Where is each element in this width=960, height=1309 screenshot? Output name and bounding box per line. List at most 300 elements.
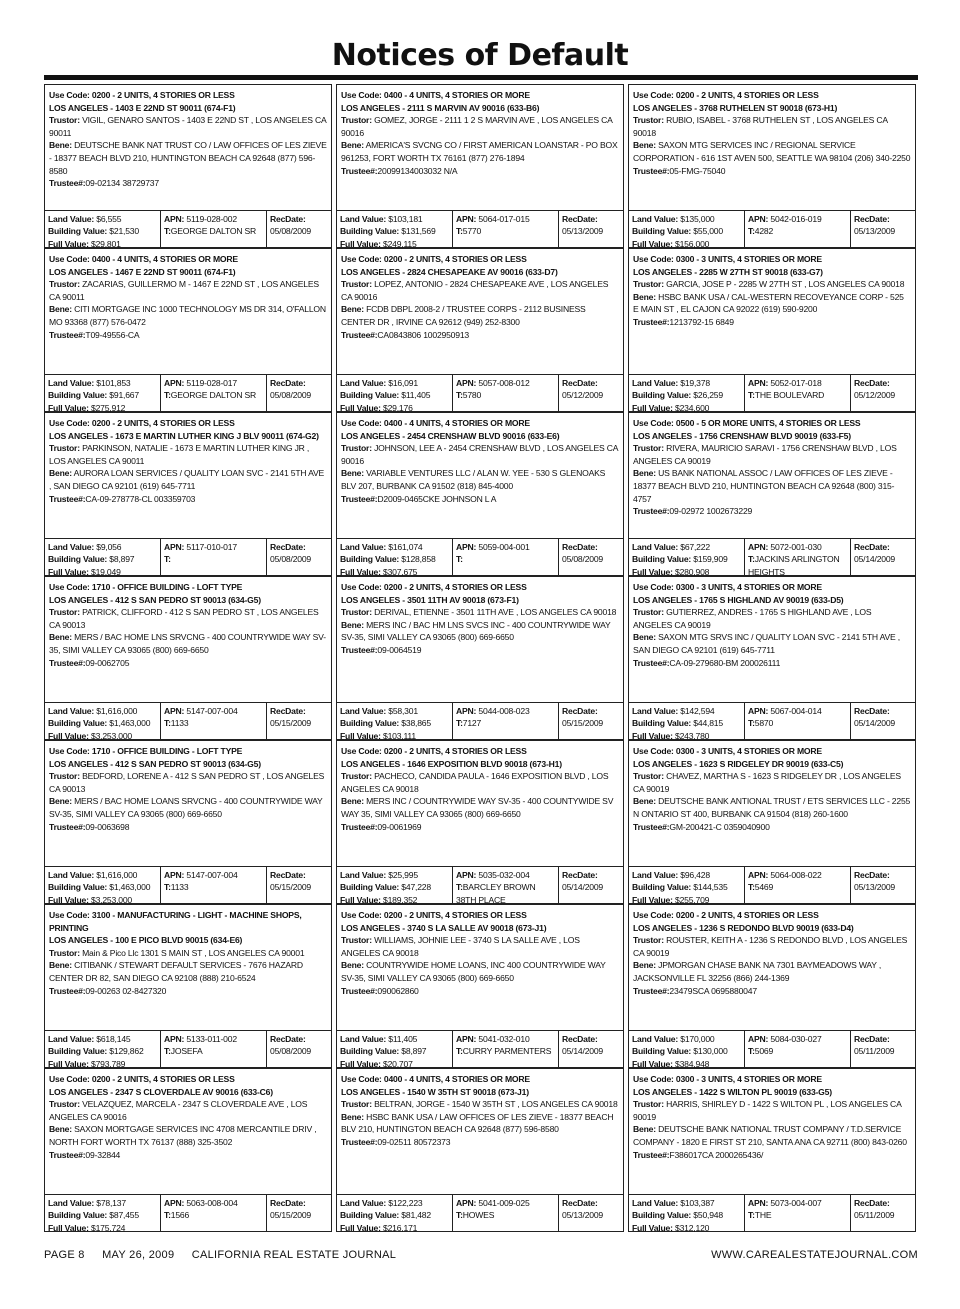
apn-label: APN: <box>456 706 477 716</box>
full-label: Full Value: <box>340 1058 381 1068</box>
trustee-value: CA-09-279680-BM 200026111 <box>669 657 781 668</box>
notice-description <box>337 249 623 374</box>
recdate-value: 05/15/2009 <box>270 882 312 893</box>
apn-label: APN: <box>748 214 769 224</box>
notice-description <box>45 905 331 1030</box>
land-value: $25,995 <box>388 870 418 880</box>
trustee-label: Trustee#: <box>633 821 670 832</box>
use-code: Use Code: 0200 - 2 UNITS, 4 STORIES OR LESS <box>341 582 527 592</box>
notice-entry <box>628 576 916 740</box>
full-label: Full Value: <box>632 894 673 904</box>
t-label: T: <box>164 1210 171 1221</box>
t-label: T: <box>164 390 171 401</box>
apn-value: 5042-016-019 <box>770 214 822 224</box>
apn-value: 5147-007-004 <box>186 870 238 880</box>
trustor-value: ZACARIAS, GUILLERMO M - 1467 E 22ND ST , LOS ANGELES CA 90011 <box>49 279 319 302</box>
value-cell <box>45 211 161 248</box>
bene-label: Bene: <box>633 140 656 151</box>
building-label: Building Value: <box>340 390 400 401</box>
trustee-label: Trustee#: <box>633 316 670 327</box>
property-address: LOS ANGELES - 1765 S HIGHLAND AV 90019 (633-D5) <box>633 594 844 605</box>
trustee-label: Trustee#: <box>633 657 670 668</box>
full-value: $156,000 <box>674 238 710 248</box>
land-label: Land Value: <box>340 706 387 716</box>
building-value: $11,405 <box>401 390 431 401</box>
apn-label: APN: <box>164 1198 185 1208</box>
apn-cell <box>161 375 267 412</box>
trustor-label: Trustor: <box>49 947 80 958</box>
recdate-label: RecDate: <box>270 1198 306 1208</box>
bene-value: HSBC BANK USA / CAL-WESTERN RECOVEYANCE CORP - 525 E MAIN ST , EL CAJON CA 92022 (619) 590-9200 <box>633 291 904 315</box>
building-label: Building Value: <box>48 226 108 237</box>
land-label: Land Value: <box>340 1034 387 1044</box>
t-label: T: <box>748 554 755 565</box>
t-value: HOWES <box>462 1210 495 1221</box>
notice-description <box>629 413 915 538</box>
recdate-cell <box>267 703 331 740</box>
trustee-label: Trustee#: <box>633 506 670 517</box>
use-code: Use Code: 0300 - 3 UNITS, 4 STORIES OR MORE <box>633 582 822 592</box>
value-cell <box>45 375 161 412</box>
bene-label: Bene: <box>49 468 72 479</box>
notice-entry <box>44 84 332 248</box>
building-value: $26,259 <box>693 390 723 401</box>
building-value: $1,463,000 <box>109 718 151 729</box>
building-value: $131,569 <box>401 226 436 237</box>
apn-cell <box>453 867 559 904</box>
value-cell <box>45 867 161 904</box>
notice-values <box>45 702 331 739</box>
full-label: Full Value: <box>48 1222 89 1232</box>
apn-value: 5147-007-004 <box>186 706 238 716</box>
use-code: Use Code: 0200 - 2 UNITS, 4 STORIES OR LESS <box>49 418 235 428</box>
building-value: $144,535 <box>693 882 728 893</box>
trustor-value: ROUSTER, KEITH A - 1236 S REDONDO BLVD , LOS ANGELES CA 90019 <box>633 935 908 958</box>
apn-value: 5064-017-015 <box>478 214 530 224</box>
apn-label: APN: <box>164 870 185 880</box>
notice-entry <box>628 904 916 1068</box>
recdate-cell <box>267 867 331 904</box>
land-value: $11,405 <box>388 1034 418 1044</box>
full-value: $175,724 <box>90 1222 126 1232</box>
bene-label: Bene: <box>49 304 72 315</box>
notice-description <box>337 1069 623 1194</box>
recdate-value: 05/14/2009 <box>562 1046 604 1057</box>
building-label: Building Value: <box>340 718 400 729</box>
land-label: Land Value: <box>48 542 95 552</box>
notice-description <box>45 85 331 210</box>
t-label: T: <box>456 718 463 729</box>
recdate-label: RecDate: <box>562 542 598 552</box>
apn-label: APN: <box>164 542 185 552</box>
property-address: LOS ANGELES - 1403 E 22ND ST 90011 (674-F1) <box>49 102 236 113</box>
notice-description <box>629 905 915 1030</box>
bene-label: Bene: <box>49 796 72 807</box>
value-cell <box>629 1195 745 1232</box>
land-label: Land Value: <box>340 870 387 880</box>
trustor-label: Trustor: <box>49 1099 80 1110</box>
full-label: Full Value: <box>340 566 381 576</box>
recdate-label: RecDate: <box>854 706 890 716</box>
apn-cell <box>161 703 267 740</box>
full-value: $216,171 <box>382 1222 418 1232</box>
recdate-value: 05/08/2009 <box>562 554 604 565</box>
bene-value: SAXON MTG SERVICES INC / REGIONAL SERVICE CORPORATION - 616 1ST AVEN 500, SEATTLE WA 98104 (206) 340-2250 <box>633 140 911 163</box>
value-cell <box>629 867 745 904</box>
land-label: Land Value: <box>632 1198 679 1208</box>
value-cell <box>337 375 453 412</box>
building-value: $128,858 <box>401 554 436 565</box>
footer-publication: CALIFORNIA REAL ESTATE JOURNAL <box>191 1249 397 1261</box>
full-label: Full Value: <box>340 402 381 412</box>
apn-cell <box>161 1031 267 1068</box>
value-cell <box>45 1195 161 1232</box>
notice-values <box>629 1030 915 1067</box>
apn-label: APN: <box>748 1198 769 1208</box>
apn-cell <box>745 375 851 412</box>
trustor-label: Trustor: <box>49 443 80 454</box>
full-label: Full Value: <box>48 402 89 412</box>
t-value: 1133 <box>170 718 189 729</box>
full-value: $19,049 <box>90 566 121 576</box>
recdate-cell <box>851 211 915 248</box>
apn-label: APN: <box>748 542 769 552</box>
notice-description <box>337 413 623 538</box>
trustor-value: CHAVEZ, MARTHA S - 1623 S RIDGELEY DR , LOS ANGELES CA 90019 <box>633 771 901 794</box>
use-code: Use Code: 0300 - 3 UNITS, 4 STORIES OR MORE <box>633 1074 822 1084</box>
use-code: Use Code: 3100 - MANUFACTURING - LIGHT - MACHINE SHOPS, PRINTING <box>49 910 302 933</box>
trustee-value: D2009-0465CKE JOHNSON L A <box>377 493 497 504</box>
full-value: $3,253,000 <box>90 894 132 904</box>
trustor-label: Trustor: <box>633 1099 664 1110</box>
apn-value: 5057-008-012 <box>478 378 530 388</box>
apn-value: 5119-028-002 <box>186 214 237 224</box>
recdate-label: RecDate: <box>562 214 598 224</box>
trustor-label: Trustor: <box>633 935 664 946</box>
footer-website[interactable]: WWW.CAREALESTATEJOURNAL.COM <box>711 1249 918 1261</box>
property-address: LOS ANGELES - 412 S SAN PEDRO ST 90013 (634-G5) <box>49 758 261 769</box>
trustor-label: Trustor: <box>633 443 664 454</box>
bene-value: COUNTRYWIDE HOME LOANS, INC 400 COUNTRYWIDE WAY SV-35, SIMI VALLEY CA 93065 (800) 669-6650 <box>341 960 606 983</box>
trustor-label: Trustor: <box>633 607 664 618</box>
t-value: BARCLEY BROWN 38TH PLACE <box>456 882 536 904</box>
trustee-value: CA0843806 1002950913 <box>377 329 469 340</box>
t-value: 7127 <box>462 718 482 729</box>
apn-value: 5119-028-017 <box>186 378 237 388</box>
apn-label: APN: <box>456 870 477 880</box>
notice-values <box>337 374 623 411</box>
recdate-value: 05/14/2009 <box>854 718 896 729</box>
full-label: Full Value: <box>632 238 673 248</box>
trustor-value: HARRIS, SHIRLEY D - 1422 S WILTON PL , LOS ANGELES CA 90019 <box>633 1099 902 1122</box>
notice-entry <box>336 576 624 740</box>
building-value: $87,455 <box>109 1210 139 1221</box>
full-value: $255,709 <box>674 894 710 904</box>
apn-value: 5072-001-030 <box>770 542 822 552</box>
trustee-value: 09-00263 02-8427320 <box>85 985 167 996</box>
full-label: Full Value: <box>48 566 89 576</box>
full-label: Full Value: <box>632 1222 673 1232</box>
full-label: Full Value: <box>340 1222 381 1232</box>
trustee-value: 09-0064519 <box>377 644 422 655</box>
property-address: LOS ANGELES - 1623 S RIDGELEY DR 90019 (633-C5) <box>633 758 844 769</box>
recdate-cell <box>267 1195 331 1232</box>
t-label: T: <box>456 1210 463 1221</box>
bene-label: Bene: <box>49 140 72 151</box>
value-cell <box>337 703 453 740</box>
trustee-value: 05-FMG-75040 <box>669 165 726 176</box>
trustee-label: Trustee#: <box>49 329 86 340</box>
full-value: $307,675 <box>382 566 418 576</box>
apn-label: APN: <box>748 1034 769 1044</box>
land-value: $96,428 <box>680 870 710 880</box>
apn-cell <box>745 539 851 576</box>
t-value: 5870 <box>754 718 774 729</box>
trustor-value: GOMEZ, JORGE - 2111 1 2 S MARVIN AVE , LOS ANGELES CA 90016 <box>341 115 613 138</box>
notice-values <box>45 538 331 575</box>
recdate-value: 05/11/2009 <box>854 1046 895 1057</box>
trustee-value: 1213792-15 6849 <box>669 316 734 327</box>
property-address: LOS ANGELES - 1467 E 22ND ST 90011 (674-F1) <box>49 266 236 277</box>
t-value: 5770 <box>462 226 482 237</box>
bene-value: HSBC BANK USA / LAW OFFICES OF LES ZIEVE - 18377 BEACH BLV 210, HUNTINGTON BEACH CA 92648 (877) 596-8580 <box>341 1111 614 1135</box>
value-cell <box>629 375 745 412</box>
notice-values <box>337 1194 623 1231</box>
land-value: $122,223 <box>388 1198 423 1208</box>
t-value: JOSEFA <box>170 1046 203 1057</box>
apn-cell <box>745 703 851 740</box>
trustee-label: Trustee#: <box>341 329 378 340</box>
building-label: Building Value: <box>632 882 692 893</box>
apn-cell <box>745 211 851 248</box>
building-value: $21,530 <box>109 226 139 237</box>
trustee-label: Trustee#: <box>49 821 86 832</box>
t-label: T: <box>456 390 463 401</box>
building-label: Building Value: <box>340 1210 400 1221</box>
trustee-value: 20099134003032 N/A <box>377 165 458 176</box>
trustee-label: Trustee#: <box>633 1149 670 1160</box>
bene-value: FCDB DBPL 2008-2 / TRUSTEE CORPS - 2112 BUSINESS CENTER DR , IRVINE CA 92612 (949) 252-8300 <box>341 304 586 327</box>
bene-label: Bene: <box>49 1124 72 1135</box>
t-label: T: <box>456 554 463 565</box>
land-value: $161,074 <box>388 542 423 552</box>
bene-value: JPMORGAN CHASE BANK NA 7301 BAYMEADOWS WAY , JACKSONVILLE FL 32256 (866) 244-1369 <box>633 960 882 983</box>
notice-entry <box>336 412 624 576</box>
recdate-label: RecDate: <box>270 542 306 552</box>
t-value: GEORGE DALTON SR <box>170 226 257 237</box>
land-label: Land Value: <box>632 706 679 716</box>
property-address: LOS ANGELES - 3768 RUTHELEN ST 90018 (673-H1) <box>633 102 838 113</box>
apn-label: APN: <box>748 378 769 388</box>
trustor-value: VELAZQUEZ, MARCELA - 2347 S CLOVERDALE AVE , LOS ANGELES CA 90016 <box>49 1099 308 1122</box>
apn-value: 5133-011-002 <box>186 1034 237 1044</box>
apn-label: APN: <box>456 542 477 552</box>
trustee-label: Trustee#: <box>49 657 86 668</box>
recdate-value: 05/08/2009 <box>270 1046 312 1057</box>
trustee-value: 09-32844 <box>85 1149 121 1160</box>
notice-values <box>337 1030 623 1067</box>
bene-value: MERS / BAC HOME LOANS SRVCNG - 400 COUNTRYWIDE WAY SV-35, SIMI VALLEY CA 93065 (800) 669-6650 <box>49 796 323 819</box>
notice-entry <box>44 740 332 904</box>
bene-label: Bene: <box>341 960 364 971</box>
land-label: Land Value: <box>632 214 679 224</box>
trustor-value: WILLIAMS, JOHNIE LEE - 3740 S LA SALLE AVE , LOS ANGELES CA 90018 <box>341 935 580 958</box>
land-value: $103,387 <box>680 1198 715 1208</box>
use-code: Use Code: 0400 - 4 UNITS, 4 STORIES OR MORE <box>49 254 238 264</box>
property-address: LOS ANGELES - 412 S SAN PEDRO ST 90013 (634-G5) <box>49 594 261 605</box>
bene-value: AMERICA'S SVCNG CO / FIRST AMERICAN LOANSTAR - PO BOX 961253, FORT WORTH TX 76161 (877) 276-1894 <box>341 140 618 163</box>
bene-value: VARIABLE VENTURES LLC / ALAN W. YEE - 530 S GLENOAKS BLV 207, BURBANK CA 91502 (818) 845-4000 <box>341 468 606 491</box>
notice-entry <box>336 1068 624 1232</box>
recdate-cell <box>559 1031 623 1068</box>
property-address: LOS ANGELES - 2824 CHESAPEAKE AV 90016 (633-D7) <box>341 266 558 277</box>
recdate-cell <box>267 1031 331 1068</box>
building-value: $81,482 <box>401 1210 431 1221</box>
full-label: Full Value: <box>340 238 381 248</box>
bene-value: MERS / BAC HOME LNS SRVCNG - 400 COUNTRYWIDE WAY SV-35, SIMI VALLEY CA 93065 (800) 669-6650 <box>49 632 326 655</box>
t-value: GEORGE DALTON SR <box>170 390 257 401</box>
building-label: Building Value: <box>632 390 692 401</box>
notice-entry <box>44 412 332 576</box>
apn-cell <box>161 539 267 576</box>
land-value: $78,137 <box>96 1198 126 1208</box>
value-cell <box>629 1031 745 1068</box>
trustee-value: 09-02972 1002673229 <box>669 506 753 517</box>
property-address: LOS ANGELES - 2454 CRENSHAW BLVD 90016 (633-E6) <box>341 430 560 441</box>
trustor-label: Trustor: <box>49 115 80 126</box>
t-label: T: <box>456 882 463 893</box>
use-code: Use Code: 0400 - 4 UNITS, 4 STORIES OR MORE <box>341 90 530 100</box>
t-value: CURRY PARMENTERS <box>462 1046 552 1057</box>
notice-entry <box>336 904 624 1068</box>
apn-cell <box>453 539 559 576</box>
t-label: T: <box>164 554 171 565</box>
bene-label: Bene: <box>633 632 656 643</box>
building-value: $8,897 <box>109 554 135 565</box>
trustor-value: PACHECO, CANDIDA PAULA - 1646 EXPOSITION BLVD , LOS ANGELES CA 90018 <box>341 771 609 794</box>
trustee-label: Trustee#: <box>341 1136 378 1147</box>
apn-value: 5059-004-001 <box>478 542 530 552</box>
full-label: Full Value: <box>48 730 89 740</box>
trustor-value: JOHNSON, LEE A - 2454 CRENSHAW BLVD , LOS ANGELES CA 90016 <box>341 443 618 466</box>
land-label: Land Value: <box>48 706 95 716</box>
full-value: $29,176 <box>382 402 413 412</box>
apn-label: APN: <box>456 1034 477 1044</box>
notice-description <box>337 577 623 702</box>
full-label: Full Value: <box>48 894 89 904</box>
recdate-label: RecDate: <box>854 214 890 224</box>
notice-values <box>629 866 915 903</box>
recdate-cell <box>559 211 623 248</box>
recdate-cell <box>851 867 915 904</box>
trustor-value: PATRICK, CLIFFORD - 412 S SAN PEDRO ST , LOS ANGELES CA 90013 <box>49 607 319 630</box>
recdate-value: 05/08/2009 <box>270 390 312 401</box>
notice-description <box>45 413 331 538</box>
land-value: $170,000 <box>680 1034 715 1044</box>
recdate-cell <box>559 867 623 904</box>
use-code: Use Code: 0200 - 2 UNITS, 4 STORIES OR LESS <box>49 1074 235 1084</box>
full-value: $280,908 <box>674 566 710 576</box>
apn-cell <box>453 703 559 740</box>
notice-entry <box>336 84 624 248</box>
trustee-label: Trustee#: <box>341 165 378 176</box>
trustee-label: Trustee#: <box>341 493 378 504</box>
recdate-value: 05/13/2009 <box>562 1210 604 1221</box>
land-label: Land Value: <box>340 378 387 388</box>
recdate-value: 05/14/2009 <box>562 882 604 893</box>
recdate-label: RecDate: <box>562 1034 598 1044</box>
recdate-label: RecDate: <box>562 870 598 880</box>
recdate-cell <box>851 539 915 576</box>
building-value: $44,815 <box>693 718 723 729</box>
notice-description <box>45 249 331 374</box>
t-value: THE <box>754 1210 772 1221</box>
notice-values <box>337 866 623 903</box>
land-value: $58,301 <box>388 706 418 716</box>
building-value: $130,000 <box>693 1046 728 1057</box>
apn-value: 5064-008-022 <box>770 870 822 880</box>
bene-value: MERS INC / COUNTRYWIDE WAY SV-35 - 400 COUNTYWIDE SV WAY 35, SIMI VALLEY CA 93065 (800) 669-6650 <box>341 796 614 819</box>
recdate-label: RecDate: <box>562 378 598 388</box>
apn-cell <box>745 867 851 904</box>
trustor-label: Trustor: <box>341 279 372 290</box>
apn-label: APN: <box>456 378 477 388</box>
notice-description <box>337 85 623 210</box>
notice-description <box>337 905 623 1030</box>
notice-values <box>45 374 331 411</box>
recdate-value: 05/08/2009 <box>270 554 312 565</box>
bene-value: US BANK NATIONAL ASSOC / LAW OFFICES OF LES ZIEVE - 18377 BEACH BLVD 210, HUNTINGTON BEACH CA 92648 (800) 315-4757 <box>633 468 895 504</box>
recdate-label: RecDate: <box>562 1198 598 1208</box>
apn-cell <box>161 211 267 248</box>
trustee-label: Trustee#: <box>633 985 670 996</box>
trustor-label: Trustor: <box>633 115 664 126</box>
full-value: $384,948 <box>674 1058 710 1068</box>
recdate-cell <box>559 1195 623 1232</box>
full-value: $189,352 <box>382 894 418 904</box>
full-value: $249,115 <box>382 238 417 248</box>
bene-value: DEUTSCHE BANK NATIONAL TRUST COMPANY / T.D.SERVICE COMPANY - 1820 E FIRST ST 210, SANTA ANA CA 92711 (800) 843-0260 <box>633 1124 907 1147</box>
full-label: Full Value: <box>632 566 673 576</box>
property-address: LOS ANGELES - 2111 S MARVIN AV 90016 (633-B6) <box>341 102 540 113</box>
t-label: T: <box>164 882 171 893</box>
trustor-value: BELTRAN, JORGE - 1540 W 35TH ST , LOS ANGELES CA 90018 <box>374 1099 618 1110</box>
building-value: $8,897 <box>401 1046 427 1057</box>
recdate-cell <box>267 211 331 248</box>
apn-value: 5041-009-025 <box>478 1198 530 1208</box>
land-label: Land Value: <box>48 1034 95 1044</box>
recdate-cell <box>559 375 623 412</box>
t-label: T: <box>164 718 171 729</box>
property-address: LOS ANGELES - 1646 EXPOSITION BLVD 90018 (673-H1) <box>341 758 562 769</box>
land-value: $1,616,000 <box>96 870 138 880</box>
t-value: 1133 <box>170 882 189 893</box>
recdate-label: RecDate: <box>854 870 890 880</box>
trustee-value: 09-0061969 <box>377 821 422 832</box>
land-value: $103,181 <box>388 214 423 224</box>
trustor-label: Trustor: <box>49 771 80 782</box>
use-code: Use Code: 1710 - OFFICE BUILDING - LOFT TYPE <box>49 746 243 756</box>
notice-entry <box>44 576 332 740</box>
value-cell <box>337 539 453 576</box>
footer-page: PAGE 8 <box>44 1249 85 1261</box>
bene-value: SAXON MTG SRVS INC / QUALITY LOAN SVC - 2141 5TH AVE , SAN DIEGO CA 92101 (619) 645-7711 <box>633 632 900 655</box>
apn-label: APN: <box>164 706 185 716</box>
trustee-label: Trustee#: <box>341 985 378 996</box>
trustee-value: T09-49556-CA <box>85 329 140 340</box>
apn-value: 5041-032-010 <box>478 1034 530 1044</box>
property-address: LOS ANGELES - 2347 S CLOVERDALE AV 90016 (633-C6) <box>49 1086 273 1097</box>
